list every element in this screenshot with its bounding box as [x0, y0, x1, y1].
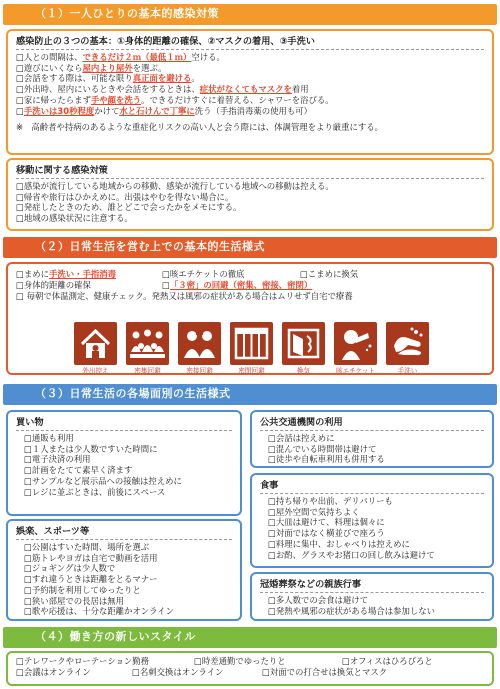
meal-item: □持ち帰りや出前、デリバリーも — [268, 495, 393, 506]
shopping-item: □計画をたてて素早く済ます — [24, 465, 133, 476]
closed-space-icon — [230, 322, 273, 365]
icon-label: 手洗い — [397, 367, 418, 375]
cough-etiquette-icon — [334, 322, 377, 365]
leisure-item: □狭い部屋での長居は無用 — [24, 595, 125, 606]
transit-box — [250, 410, 494, 468]
work-item-meeting-mask: □対面での打合せは換気とマスク — [262, 666, 388, 677]
leisure-item: □予約制を利用してゆったりと — [24, 584, 141, 595]
icon-closed-space — [230, 322, 273, 375]
leisure-item: □ジョギングは少人数で — [24, 563, 116, 574]
daily-row-1 — [16, 269, 484, 280]
shopping-heading: 買い物 — [16, 417, 232, 431]
outing-icon — [74, 322, 117, 365]
section-4-title — [3, 627, 497, 648]
ventilation-icon — [282, 322, 325, 365]
leisure-heading: 娯楽、スポーツ等 — [16, 526, 232, 540]
work-item-telework: □テレワークやローテーション勤務 — [16, 656, 150, 666]
behavior-icons — [74, 322, 429, 375]
meal-box — [250, 473, 494, 568]
work-style-box — [6, 651, 494, 686]
work-item-office: □オフィスはひろびろと — [342, 656, 433, 666]
meal-item: □対面ではなく横並びで座ろう — [268, 528, 385, 539]
shopping-item: □電子決済の利用 — [24, 454, 91, 465]
basic-item-distance: □人との間隔は、できるだけ２ｍ（最低１ｍ）空ける。 — [16, 51, 225, 62]
meal-item: □屋外空間で気持ちよく — [268, 506, 360, 517]
basic-item-handwash: □手洗いは30秒程度かけて水と石けんで丁寧に洗う（手指消毒薬の使用も可） — [16, 105, 312, 116]
shopping-item: □サンプルなど展示品への接触は控えめに — [24, 475, 182, 486]
icon-close-contact — [178, 322, 221, 375]
leisure-item: □すれ違うときは距離をとるマナー — [24, 574, 158, 585]
daily-item-cough: □咳エチケットの徹底 — [162, 269, 245, 279]
section-2-title-text: （２）日常生活を営む上での基本的生活様式 — [35, 240, 265, 254]
leisure-box — [6, 519, 242, 621]
transit-item: □混んでいる時間帯は避けて — [268, 443, 377, 454]
icon-cough-etiquette — [334, 322, 377, 375]
daily-item-3c: □「３密」の回避（密集、密接、密閉） — [162, 279, 313, 290]
icon-label: 咳エチケット — [336, 367, 375, 375]
transit-heading: 公共交通機関の利用 — [260, 417, 484, 431]
crowd-icon — [126, 322, 169, 365]
work-row-1 — [16, 656, 484, 667]
icon-label: 密閉回避 — [238, 367, 265, 375]
transit-item: □徒歩や自転車利用も併用する — [268, 454, 385, 465]
work-item-online-meeting: □会議はオンライン — [16, 666, 91, 677]
ceremony-box — [250, 572, 494, 621]
meal-item: □大皿は避けて、料理は個々に — [268, 517, 385, 528]
work-item-online-card: □名刺交換はオンライン — [132, 666, 224, 677]
leisure-item: □公園はすいた時間、場所を選ぶ — [24, 541, 150, 552]
meal-heading: 食事 — [260, 480, 484, 494]
daily-item-distance: □身体的距離の確保 — [16, 279, 91, 290]
section-1-title-text: （１）一人ひとりの基本的感染対策 — [35, 7, 219, 21]
icon-outing — [74, 322, 117, 375]
handwash-icon — [386, 322, 429, 365]
icon-handwash — [386, 322, 429, 375]
daily-item-health-check: □ 毎朝で体温測定、健康チェック。発熱又は風邪の症状がある場合はムリせず自宅で療養 — [16, 290, 353, 301]
section-4-title-text: （４）働き方の新しいスタイル — [35, 630, 196, 644]
meal-item: □お酌、グラスやお猪口の回し飲みは避けて — [268, 549, 435, 560]
basic-item-conversation: □会話をする際は、可能な限り真正面を避ける。 — [16, 73, 200, 84]
basic-note: ※ 高齢者や持病のあるような重症化リスクの高い人と会う際には、体調管理をより厳重にする。 — [16, 122, 383, 133]
travel-item: □発症したときのため、誰とどこで会ったかをメモにする。 — [16, 202, 242, 213]
work-item-staggered: □時差通勤でゆったりと — [194, 656, 286, 666]
icon-label: 換気 — [296, 367, 311, 375]
shopping-box — [6, 410, 242, 516]
daily-item-handwash: □まめに手洗い・手指消毒 — [16, 269, 117, 279]
leisure-item: □歌や応援は、十分な距離かオンライン — [24, 606, 175, 617]
section-3-title-text: （３）日常生活の各場面別の生活様式 — [35, 387, 231, 401]
daily-row-2 — [16, 280, 484, 291]
work-row-2 — [16, 667, 484, 678]
section-3-title — [3, 384, 497, 405]
close-contact-icon — [178, 322, 221, 365]
section-2-title — [3, 237, 497, 258]
travel-item: □帰省や旅行はひかえめに。出張はやむを得ない場合に。 — [16, 191, 234, 202]
travel-measures-heading: 移動に関する感染対策 — [16, 165, 484, 179]
travel-measures-box — [6, 158, 494, 231]
meal-item: □料理に集中、おしゃべりは控えめに — [268, 538, 410, 549]
travel-item: □感染が流行している地域からの移動、感染が流行している地域への移動は控える。 — [16, 180, 334, 191]
icon-crowd — [126, 322, 169, 375]
daily-row-3 — [16, 291, 484, 302]
shopping-item: □通販も利用 — [24, 432, 74, 443]
icon-label: 密接回避 — [186, 367, 213, 375]
ceremony-item: □発熱や風邪の症状がある場合は参加しない — [268, 605, 436, 616]
basic-measures-heading: 感染防止の３つの基本：①身体的距離の確保、②マスクの着用、③手洗い — [16, 36, 484, 50]
basic-item-mask: □外出時、屋内にいるときや会話をするときは、症状がなくてもマスクを着用 — [16, 84, 309, 95]
basic-measures-box — [6, 29, 494, 155]
shopping-item: □レジに並ぶときは、前後にスペース — [24, 486, 166, 497]
shopping-item: □１人または少人数ですいた時間に — [24, 443, 158, 454]
section-1-title — [3, 4, 497, 25]
daily-item-ventilation: □こまめに換気 — [300, 269, 359, 279]
transit-item: □会話は控えめに — [268, 432, 335, 443]
ceremony-heading: 冠婚葬祭などの親族行事 — [260, 579, 484, 593]
leisure-item: □筋トレやヨガは自宅で動画を活用 — [24, 552, 158, 563]
icon-label: 外出控え — [82, 367, 109, 375]
travel-item: □地域の感染状況に注意する。 — [16, 213, 133, 224]
icon-label: 密集回避 — [134, 367, 161, 375]
icon-ventilation — [282, 322, 325, 375]
ceremony-item: □多人数での会食は避けて — [268, 594, 369, 605]
basic-item-outdoor: □遊びにいくなら屋内より屋外を選ぶ。 — [16, 62, 167, 73]
basic-item-wash-face: □家に帰ったらまず手や顔を洗う。できるだけすぐに着替える、シャワーを浴びる。 — [16, 94, 334, 105]
